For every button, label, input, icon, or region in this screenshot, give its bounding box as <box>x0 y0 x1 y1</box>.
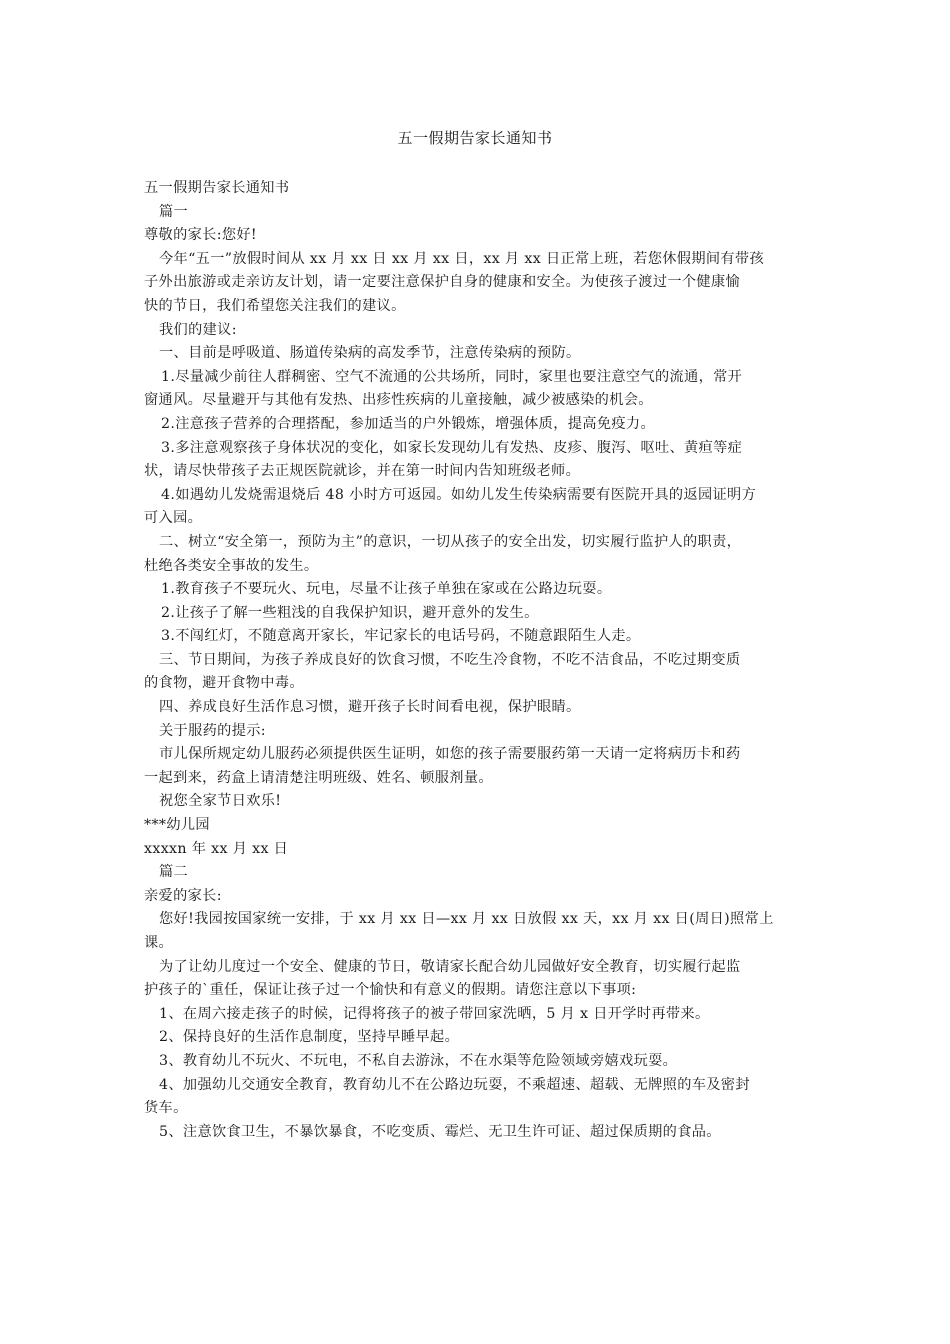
text-line: 5、注意饮食卫生，不暴饮暴食，不吃变质、霉烂、无卫生许可证、超过保质期的食品。 <box>159 1123 721 1140</box>
text-line: 篇一 <box>159 203 189 220</box>
text-line: 状，请尽快带孩子去正规医院就诊，并在第一时间内告知班级老师。 <box>144 463 581 480</box>
text-line: 关于服药的提示: <box>159 722 266 739</box>
text-line: 您好!我园按国家统一安排，于 xx 月 xx 日—xx 月 xx 日放假 xx 天，xx 月 xx 日(周日)照常上 <box>159 911 774 928</box>
text-line: 我们的建议: <box>159 321 237 338</box>
text-line: 2、保持良好的生活作息制度，坚持早睡早起。 <box>159 1029 460 1046</box>
text-line: ***幼儿园 <box>144 817 210 834</box>
text-line: 市儿保所规定幼儿服药必须提供医生证明，如您的孩子需要服药第一天请一定将病历卡和药 <box>159 746 741 763</box>
text-line: 杜绝各类安全事故的发生。 <box>144 557 319 574</box>
text-line: 货车。 <box>144 1100 188 1117</box>
text-line: 亲爱的家长: <box>144 887 222 904</box>
text-line: 子外出旅游或走亲访友计划，请一定要注意保护自身的健康和安全。为使孩子渡过一个健康愉 <box>144 274 741 291</box>
text-line: 3.多注意观察孩子身体状况的变化，如家长发现幼儿有发热、皮疹、腹泻、呕吐、黄疸等症 <box>161 439 743 456</box>
text-line: 祝您全家节日欢乐! <box>159 793 282 810</box>
text-line: 2.让孩子了解一些粗浅的自我保护知识，避开意外的发生。 <box>161 604 539 621</box>
document-body <box>144 177 810 1144</box>
text-line: 三、节日期间，为孩子养成良好的饮食习惯，不吃生冷食物，不吃不洁食品，不吃过期变质 <box>159 651 741 668</box>
text-line: 篇二 <box>159 864 189 881</box>
text-line: 四、养成良好生活作息习惯，避开孩子长时间看电视，保护眼睛。 <box>159 699 581 716</box>
text-line: 五一假期告家长通知书 <box>144 180 290 196</box>
text-line: 1、在周六接走孩子的时候，记得将孩子的被子带回家洗晒，5 月 x 日开学时再带来。 <box>159 1005 710 1022</box>
text-line: 课。 <box>144 935 174 951</box>
text-line: 1.尽量减少前往人群稠密、空气不流通的公共场所，同时，家里也要注意空气的流通，常开 <box>161 368 743 385</box>
text-line: 一、目前是呼吸道、肠道传染病的高发季节，注意传染病的预防。 <box>159 345 581 362</box>
text-line: 尊敬的家长:您好! <box>144 227 257 244</box>
text-line: 一起到来，药盒上请清楚注明班级、姓名、顿服剂量。 <box>144 769 493 786</box>
text-line: xxxxn 年 xx 月 xx 日 <box>144 840 289 857</box>
text-line: 3.不闯红灯，不随意离开家长，牢记家长的电话号码，不随意跟陌生人走。 <box>161 628 641 645</box>
text-line: 的食物，避开食物中毒。 <box>144 675 304 692</box>
page-title: 五一假期告家长通知书 <box>397 129 553 147</box>
text-line: 快的节日，我们希望您关注我们的建议。 <box>144 297 406 314</box>
text-line: 为了让幼儿度过一个安全、健康的节日，敬请家长配合幼儿园做好安全教育，切实履行起监 <box>159 958 741 975</box>
text-line: 4、加强幼儿交通安全教育，教育幼儿不在公路边玩耍，不乘超速、超载、无牌照的车及密封 <box>159 1076 750 1093</box>
text-line: 3、教育幼儿不玩火、不玩电，不私自去游泳，不在水渠等危险领域旁嬉戏玩耍。 <box>159 1052 678 1069</box>
text-line: 护孩子的`重任，保证让孩子过一个愉快和有意义的假期。请您注意以下事项: <box>144 982 637 999</box>
text-line: 1.教育孩子不要玩火、玩电，尽量不让孩子单独在家或在公路边玩耍。 <box>161 581 612 598</box>
text-line: 2.注意孩子营养的合理搭配，参加适当的户外锻炼，增强体质，提高免疫力。 <box>161 415 655 432</box>
text-line: 可入园。 <box>144 510 203 527</box>
text-line: 4.如遇幼儿发烧需退烧后 48 小时方可返园。如幼儿发生传染病需要有医院开具的返园证明方 <box>161 486 757 503</box>
text-line: 二、树立“安全第一，预防为主”的意识，一切从孩子的安全出发，切实履行监护人的职责， <box>159 533 742 550</box>
text-line: 今年“五一”放假时间从 xx 月 xx 日 xx 月 xx 日，xx 月 xx 日正常上班，若您休假期间有带孩 <box>159 250 765 267</box>
text-line: 窗通风。尽量避开与其他有发热、出疹性疾病的儿童接触，减少被感染的机会。 <box>144 392 653 409</box>
